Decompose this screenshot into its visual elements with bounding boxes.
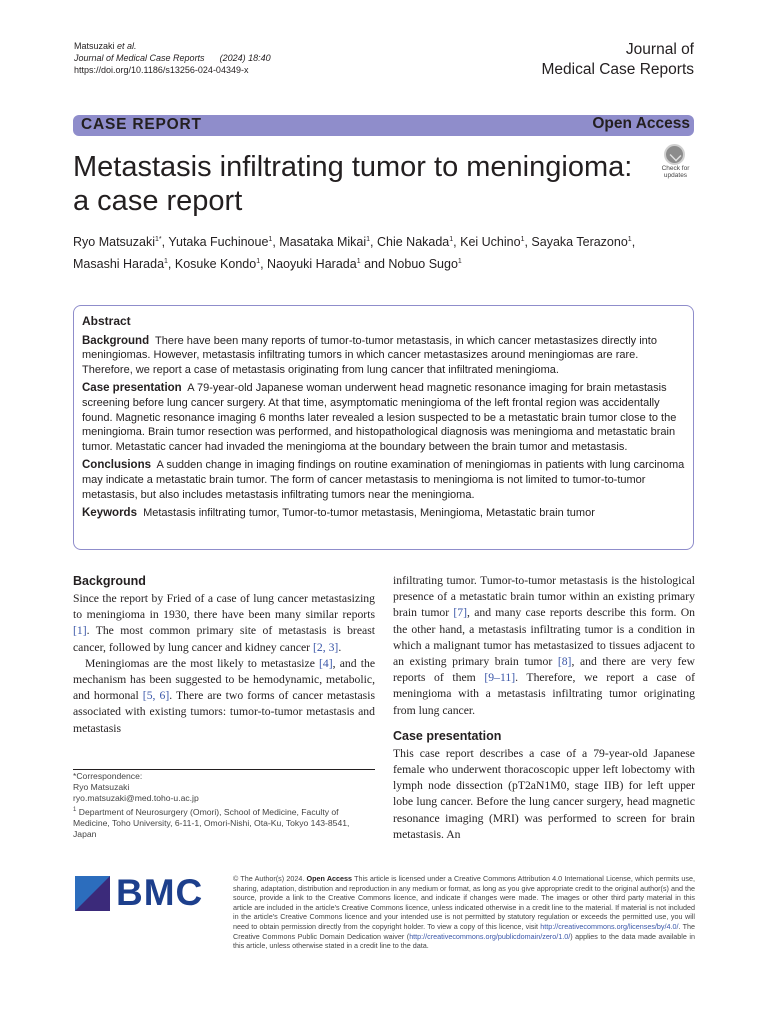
- author-affiliation-mark: 1: [520, 236, 525, 243]
- background-paragraph-2-cont: infiltrating tumor. Tumor-to-tumor metastasis is the histological presence of a metastatic brain tumor within an existing primary brain tumor [7], and many case reports describe this form. On the other hand, a metastasis infiltrating tumor is a condition in which a malignant tumor has metastasized to tissues adjacent to an existing primary brain tumor [8], and there are very few reports of them [9–11]. Therefore, we report a case of meningioma with a metastasis infiltrating tumor originating from lung cancer.: [393, 574, 695, 717]
- case-paragraph-1: This case report describes a case of a 79-year-old Japanese female who underwent thoracoscopic upper left lobectomy with lymph node dissection (pT2aN1M0, stage IIB) for left upper lobe lung cancer. Before the lung cancer surgery, head magnetic resonance imaging (MRI) was performed to screen for brain metastasis. An: [393, 746, 695, 841]
- citation-link[interactable]: [2, 3]: [312, 640, 339, 654]
- author-affiliation-mark: 1*: [154, 236, 162, 243]
- citation-link[interactable]: [9–11]: [484, 671, 516, 685]
- author-list: Ryo Matsuzaki$^{1*}$, Yutaka Fuchinoue$^1$, Masataka Mikai$^1$, Chie Nakada$^1$, Kei Uchino$^1$, Sayaka Terazono$^1$, Masashi Harada$^1$, Kosuke Kondo$^1$, Naoyuki Harada$^1$ and Nobuo Sugo$^1$: [73, 235, 636, 272]
- running-header: [74, 40, 271, 76]
- running-citation: Journal of Medical Case Reports (2024) 18:40: [74, 53, 271, 63]
- author-name[interactable]: Masataka Mikai$^1$: [279, 235, 371, 250]
- open-access-label: Open Access: [592, 115, 690, 132]
- bmc-wordmark: BMC: [116, 872, 204, 913]
- background-paragraph-2: Meningiomas are the most likely to metastasize [4], and the mechanism has been suggested to be hemodynamic, metabolic, and hormonal [5, 6]. There are two forms of cancer metastasis associated with existing tumors: tumor-to-tumor metastasis and metastasis: [73, 656, 376, 735]
- author-affiliation-mark: 1: [256, 258, 261, 266]
- doi-link[interactable]: https://doi.org/10.1186/s13256-024-04349-x: [74, 65, 249, 75]
- author-name[interactable]: Yutaka Fuchinoue$^1$: [168, 235, 273, 250]
- author-name[interactable]: Ryo Matsuzaki$^{1*}$: [73, 235, 162, 250]
- author-name[interactable]: Masashi Harada$^1$: [73, 257, 168, 272]
- correspondence-footnote: *Correspondence: Ryo Matsuzaki ryo.matsuzaki@med.toho-u.ac.jp $^1$ Department of Neurosurgery (Omori), School of Medicine, Faculty of Medicine, Toho University, 6-11-1, Omori-Nishi, Ota-Ku, Tokyo 143-8541, Japan: [73, 769, 375, 840]
- background-paragraph-1: Since the report by Fried of a case of lung cancer metastasizing to meningioma in 1930, there have been many similar reports [1]. The most common primary site of metastasis is breast cancer, followed by lung cancer and kidney cancer [2, 3].: [73, 592, 375, 654]
- background-heading: Background: [73, 574, 146, 588]
- bmc-logo: [75, 872, 215, 913]
- check-for-updates-badge[interactable]: Check for updates: [657, 144, 694, 182]
- running-author: Matsuzaki et al.: [74, 41, 137, 51]
- category-band: [73, 115, 694, 136]
- author-affiliation-mark: 1: [268, 236, 273, 243]
- article-title: Metastasis infiltrating tumor to meningioma: a case report: [73, 151, 633, 217]
- check-updates-icon: [664, 144, 685, 165]
- abstract-background: Background There have been many reports of tumor-to-tumor metastasis, in which cancer metastasizes directly into meningiomas. However, metastasis infiltrating tumors in which cancer metastasizes around meningiomas are rare. Therefore, we report a case of metastasis originating from lung cancer that infiltrated meningioma.: [82, 334, 657, 376]
- affiliation: $^1$ Department of Neurosurgery (Omori), School of Medicine, Faculty of Medicine, Toho University, 6-11-1, Omori-Nishi, Ota-Ku, Tokyo 143-8541, Japan: [73, 806, 350, 839]
- bmc-logo-icon: [75, 876, 110, 911]
- body-column-right: [393, 573, 695, 843]
- abstract-case: Case presentation A 79-year-old Japanese woman underwent head magnetic resonance imaging for brain metastasis screening before lung cancer surgery. At that time, asymptomatic meningioma of the left frontal region was accidentally found. Magnetic resonance imaging 6 months later revealed a lesion suspected to be a metastatic brain tumor close to the meningioma. Brain tumor resection was performed, and histopathological diagnosis was meningioma and metastatic brain tumor. Metastatic cancer had invaded the meningioma at the boundary between the brain tumor and metastasis.: [82, 382, 677, 453]
- correspondence-email[interactable]: ryo.matsuzaki@med.toho-u.ac.jp: [73, 793, 199, 804]
- citation-link[interactable]: [1]: [73, 624, 87, 638]
- author-affiliation-mark: 1: [164, 258, 168, 266]
- citation-link[interactable]: [4]: [319, 656, 333, 670]
- abstract-conclusions: Conclusions A sudden change in imaging findings on routine examination of meningiomas in patients with lung carcinoma may indicate a metastatic brain tumor. The form of cancer metastasis to meningioma is not limited to tumor-to-tumor metastasis, but also includes metastasis infiltrating tumors near the meningioma.: [82, 459, 685, 501]
- author-name[interactable]: Kosuke Kondo$^1$: [174, 257, 261, 272]
- author-affiliation-mark: 1: [366, 236, 371, 243]
- license-statement: © The Author(s) 2024. Open Access This article is licensed under a Creative Commons Attribution 4.0 International License, which permits use, sharing, adaptation, distribution and reproduction in any medium or format, as long as you give appropriate credit to the original author(s) and the source, provide a link to the Creative Commons licence, and indicate if changes were made. The images or other third party material in this article are included in the article's Creative Commons licence, unless indicated otherwise in a credit line to the material. If material is not included in the article's Creative Commons licence and your intended use is not permitted by statutory regulation or exceeds the permitted use, you will need to obtain permission directly from the copyright holder. To view a copy of this licence, visit http://creativecommons.org/licenses/by/4.0/. The Creative Commons Public Domain Dedication waiver (http://creativecommons.org/publicdomain/zero/1.0/) applies to the data made available in this article, unless otherwise stated in a credit line to the data.: [233, 874, 696, 951]
- body-column-left: [73, 573, 375, 737]
- author-name[interactable]: Naoyuki Harada$^1$: [267, 257, 361, 272]
- author-name[interactable]: Sayaka Terazono$^1$: [531, 235, 632, 250]
- author-name[interactable]: Kei Uchino$^1$: [460, 235, 525, 250]
- author-name[interactable]: Nobuo Sugo$^1$: [388, 257, 462, 272]
- citation-link[interactable]: [8]: [557, 655, 572, 669]
- author-affiliation-mark: 1: [356, 258, 361, 266]
- author-affiliation-mark: 1: [449, 236, 454, 243]
- case-presentation-heading: Case presentation: [393, 728, 502, 743]
- license-link[interactable]: http://creativecommons.org/licenses/by/4.0/: [540, 921, 679, 931]
- journal-name: Journal of Medical Case Reports: [541, 41, 694, 78]
- abstract-keywords: Keywords Metastasis infiltrating tumor, Tumor-to-tumor metastasis, Meningioma, Metastatic brain tumor: [82, 507, 595, 520]
- abstract-heading: Abstract: [82, 314, 131, 328]
- citation-link[interactable]: [7]: [453, 606, 468, 620]
- author-name[interactable]: Chie Nakada$^1$: [376, 235, 454, 250]
- author-affiliation-mark: 1: [627, 236, 632, 243]
- public-domain-link[interactable]: http://creativecommons.org/publicdomain/zero/1.0/: [409, 931, 571, 941]
- article-type-label: CASE REPORT: [81, 116, 202, 133]
- citation-link[interactable]: [5, 6]: [142, 689, 170, 703]
- abstract-box: [73, 305, 694, 550]
- author-affiliation-mark: 1: [457, 258, 462, 266]
